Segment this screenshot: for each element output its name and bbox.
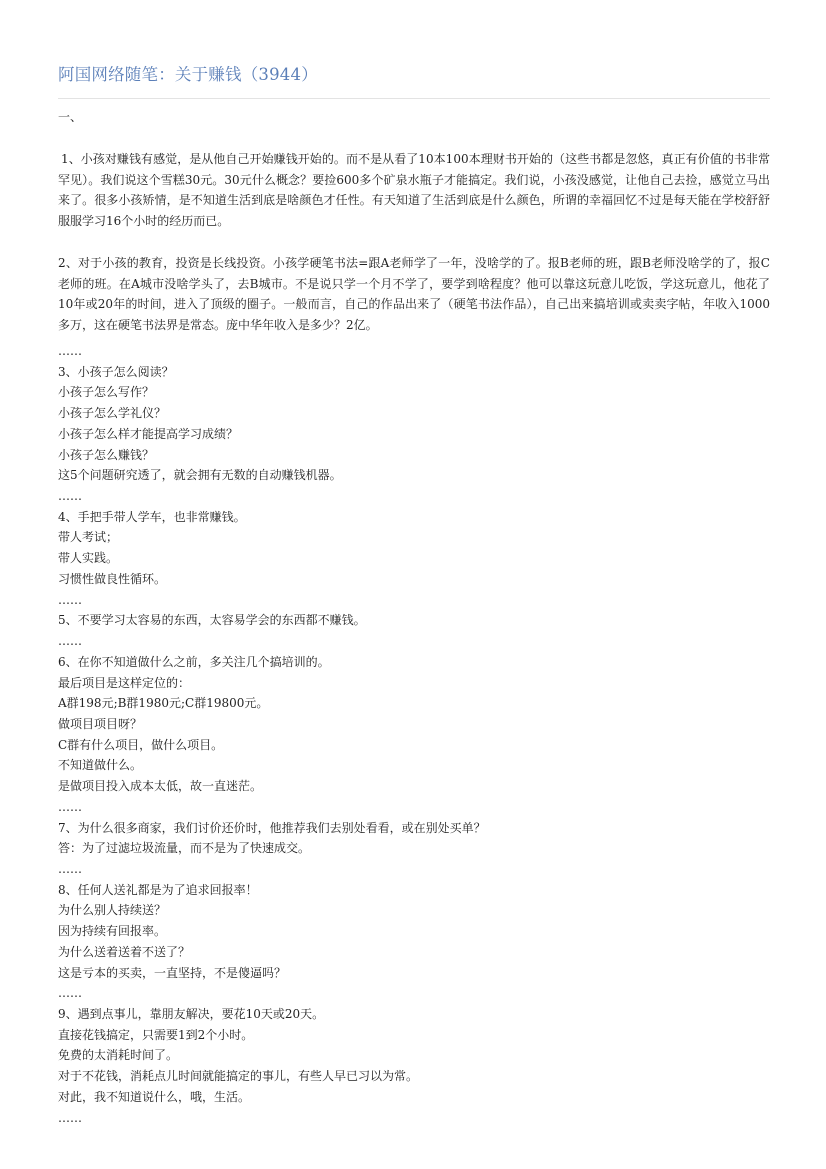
body-line: …… [58,489,82,504]
body-line: …… [58,634,82,649]
body-line: 为什么送着送着不送了？ [58,944,191,959]
body-line: 8、任何人送礼都是为了追求回报率！ [58,882,258,897]
section-heading: 一、 [58,110,83,124]
title-divider [58,98,770,99]
body-line: 小孩子怎么样才能提高学习成绩？ [58,426,239,441]
body-line: …… [58,986,82,1001]
body-line: 答：为了过滤垃圾流量，而不是为了快速成交。 [58,841,311,856]
body-line: 对于不花钱，消耗点儿时间就能搞定的事儿，有些人早已习以为常。 [58,1069,419,1084]
body-line: 6、在你不知道做什么之前，多关注几个搞培训的。 [58,654,330,669]
body-line: 7、为什么很多商家，我们讨价还价时，他推荐我们去别处看看，或在别处买单？ [58,820,486,835]
body-line: 这5个问题研究透了，就会拥有无数的自动赚钱机器。 [58,468,342,483]
body-line: 小孩子怎么写作？ [58,385,155,400]
body-line: 因为持续有回报率。 [58,924,167,939]
body-line: 对此，我不知道说什么，哦，生活。 [58,1089,251,1104]
body-line: 这是亏本的买卖，一直坚持，不是傻逼吗？ [58,965,287,980]
body-line: 习惯性做良性循环。 [58,571,167,586]
body-line: 小孩子怎么赚钱？ [58,447,155,462]
body-line: 最后项目是这样定位的： [58,675,191,690]
body-line: 带人考试； [58,530,119,545]
body-line: …… [58,799,82,814]
body-line: 3、小孩子怎么阅读？ [58,364,174,379]
body-line: 免费的太消耗时间了。 [58,1048,179,1063]
body-line: 4、手把手带人学车，也非常赚钱。 [58,509,246,524]
paragraph-1: 1、小孩对赚钱有感觉，是从他自己开始赚钱开始的。而不是从看了10本100本理财书开始的（这些书都是忽悠，真正有价值的书非常罕见）。我们说这个雪糕30元。30元什么概念？要捡600多个矿泉水瓶子才能搞定。我们说，小孩没感觉，让他自己去捡，感觉立马出来了。很多小孩矫情，是不知道生活到底是啥颜色才任性。有天知道了生活到底是什么颜色，所谓的幸福回忆不过是每天能在学校舒舒服服学习16个小时的经历而已。 [58,152,770,228]
body-line: …… [58,344,82,358]
body-line: 是做项目投入成本太低，故一直迷茫。 [58,779,263,794]
body-line: 做项目项目呀？ [58,716,143,731]
body-line: 直接花钱搞定，只需要1到2个小时。 [58,1027,254,1042]
body-line: 带人实践。 [58,551,119,566]
body-line: …… [58,592,82,607]
article-body-lines [58,341,770,1128]
body-line: A群198元;B群1980元;C群19800元。 [58,696,269,711]
body-line: C群有什么项目，做什么项目。 [58,737,224,752]
paragraph-2: 2、对于小孩的教育，投资是长线投资。小孩学硬笔书法=跟A老师学了一年，没啥学的了。报B老师的班，跟B老师没啥学的了，报C老师的班。在A城市没啥学头了，去B城市。不是说只学一个月不学了，要学到啥程度？他可以靠这玩意儿吃饭，学这玩意儿，他花了10年或20年的时间，进入了顶级的圈子。一般而言，自己的作品出来了（硬笔书法作品），自己出来搞培训或卖卖字帖，年收入1000多万，这在硬笔书法界是常态。庞中华年收入是多少？2亿。 [58,256,770,332]
body-line: 小孩子怎么学礼仪？ [58,406,167,421]
article-title: 阿国网络随笔：关于赚钱（3944） [58,65,318,84]
body-line: 9、遇到点事儿，靠朋友解决，要花10天或20天。 [58,1007,325,1021]
body-line: 5、不要学习太容易的东西，太容易学会的东西都不赚钱。 [58,613,366,628]
body-line: …… [58,1110,82,1125]
body-line: 为什么别人持续送？ [58,903,167,918]
body-line: 不知道做什么。 [58,758,143,773]
body-line: …… [58,861,82,876]
